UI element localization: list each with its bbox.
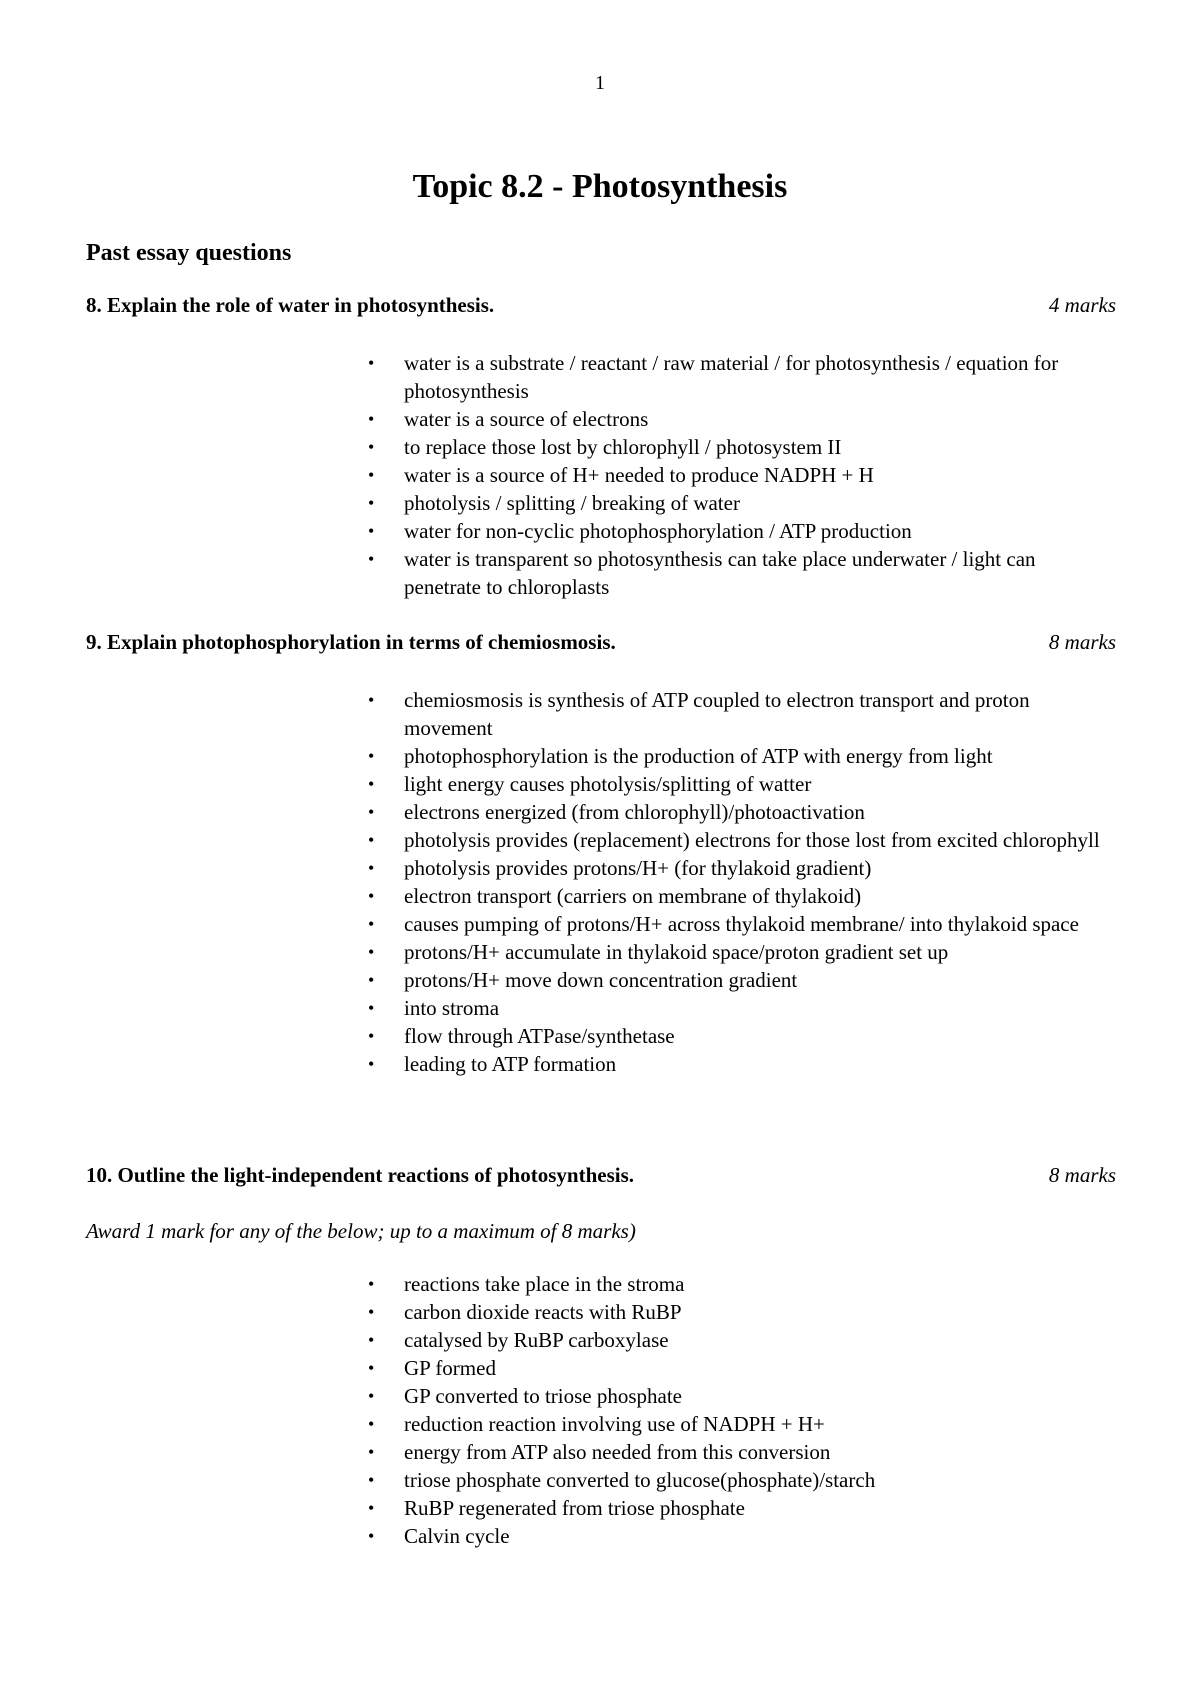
question-text: 8. Explain the role of water in photosynthesis. bbox=[86, 293, 495, 317]
answer-point: • water is a substrate / reactant / raw material / for photosynthesis / equation for photosynthesis bbox=[368, 351, 1059, 403]
bullet-icon: • bbox=[368, 1386, 375, 1406]
answer-point: • electron transport (carriers on membrane of thylakoid) bbox=[368, 884, 862, 908]
answer-point: • flow through ATPase/synthetase bbox=[368, 1024, 675, 1048]
bullet-icon: • bbox=[368, 858, 375, 878]
answer-point: • protons/H+ move down concentration gradient bbox=[368, 968, 798, 992]
answer-point: • reactions take place in the stroma bbox=[368, 1272, 685, 1296]
answer-points-list bbox=[368, 1270, 1108, 1550]
answer-point: • water for non-cyclic photophosphorylation / ATP production bbox=[368, 519, 912, 543]
question-8 bbox=[86, 293, 1116, 601]
bullet-icon: • bbox=[368, 1302, 375, 1322]
answer-point: • electrons energized (from chlorophyll)/photoactivation bbox=[368, 800, 865, 824]
bullet-icon: • bbox=[368, 886, 375, 906]
question-marks: 8 marks bbox=[1048, 630, 1116, 654]
bullet-icon: • bbox=[368, 914, 375, 934]
bullet-icon: • bbox=[368, 942, 375, 962]
question-text: 9. Explain photophosphorylation in terms of chemiosmosis. bbox=[86, 630, 616, 654]
answer-point: • chemiosmosis is synthesis of ATP coupled to electron transport and proton movement bbox=[368, 688, 1030, 740]
bullet-icon: • bbox=[368, 1358, 375, 1378]
answer-point: • water is transparent so photosynthesis can take place underwater / light can penetrate to chloroplasts bbox=[368, 547, 1036, 599]
answer-point: • reduction reaction involving use of NADPH + H+ bbox=[368, 1412, 825, 1436]
question-header bbox=[86, 1163, 1116, 1193]
question-marks: 8 marks bbox=[1048, 1163, 1116, 1187]
answer-point: • GP converted to triose phosphate bbox=[368, 1384, 682, 1408]
answer-points-list bbox=[368, 686, 1108, 1078]
page-title: Topic 8.2 - Photosynthesis bbox=[412, 168, 788, 205]
answer-point: • GP formed bbox=[368, 1356, 496, 1380]
answer-point: • photolysis / splitting / breaking of water bbox=[368, 491, 740, 515]
answer-point: • light energy causes photolysis/splitting of watter bbox=[368, 772, 812, 796]
answer-point: • photolysis provides protons/H+ (for thylakoid gradient) bbox=[368, 856, 872, 880]
bullet-icon: • bbox=[368, 493, 375, 513]
answer-point: • catalysed by RuBP carboxylase bbox=[368, 1328, 669, 1352]
bullet-icon: • bbox=[368, 437, 375, 457]
bullet-icon: • bbox=[368, 802, 375, 822]
answer-point: • causes pumping of protons/H+ across thylakoid membrane/ into thylakoid space bbox=[368, 912, 1079, 936]
bullet-icon: • bbox=[368, 1414, 375, 1434]
section-subtitle: Past essay questions bbox=[86, 240, 292, 266]
answer-point: • water is a source of electrons bbox=[368, 407, 649, 431]
bullet-icon: • bbox=[368, 1054, 375, 1074]
answer-point: • RuBP regenerated from triose phosphate bbox=[368, 1496, 745, 1520]
question-10 bbox=[86, 1163, 1116, 1550]
answer-points-list bbox=[368, 349, 1108, 601]
page-number: 1 bbox=[595, 72, 605, 94]
answer-point: • energy from ATP also needed from this conversion bbox=[368, 1440, 831, 1464]
bullet-icon: • bbox=[368, 998, 375, 1018]
bullet-icon: • bbox=[368, 1498, 375, 1518]
bullet-icon: • bbox=[368, 774, 375, 794]
marking-instruction: Award 1 mark for any of the below; up to a maximum of 8 marks) bbox=[86, 1219, 636, 1243]
answer-point: • water is a source of H+ needed to produce NADPH + H bbox=[368, 463, 874, 487]
bullet-icon: • bbox=[368, 1526, 375, 1546]
bullet-icon: • bbox=[368, 1330, 375, 1350]
answer-point: • triose phosphate converted to glucose(phosphate)/starch bbox=[368, 1468, 876, 1492]
question-marks: 4 marks bbox=[1048, 293, 1116, 317]
bullet-icon: • bbox=[368, 465, 375, 485]
answer-point: • photolysis provides (replacement) electrons for those lost from excited chlorophyll bbox=[368, 828, 1100, 852]
answer-point: • to replace those lost by chlorophyll / photosystem II bbox=[368, 435, 842, 459]
answer-point: • carbon dioxide reacts with RuBP bbox=[368, 1300, 682, 1324]
bullet-icon: • bbox=[368, 746, 375, 766]
answer-point: • leading to ATP formation bbox=[368, 1052, 617, 1076]
bullet-icon: • bbox=[368, 549, 375, 569]
bullet-icon: • bbox=[368, 409, 375, 429]
question-header bbox=[86, 630, 1116, 660]
bullet-icon: • bbox=[368, 1470, 375, 1490]
bullet-icon: • bbox=[368, 521, 375, 541]
bullet-icon: • bbox=[368, 1026, 375, 1046]
bullet-icon: • bbox=[368, 830, 375, 850]
bullet-icon: • bbox=[368, 353, 375, 373]
bullet-icon: • bbox=[368, 1274, 375, 1294]
bullet-icon: • bbox=[368, 1442, 375, 1462]
bullet-icon: • bbox=[368, 690, 375, 710]
question-header bbox=[86, 293, 1116, 323]
bullet-icon: • bbox=[368, 970, 375, 990]
question-text: 10. Outline the light-independent reactions of photosynthesis. bbox=[86, 1163, 634, 1187]
answer-point: • into stroma bbox=[368, 996, 500, 1020]
answer-point: • protons/H+ accumulate in thylakoid space/proton gradient set up bbox=[368, 940, 949, 964]
question-9 bbox=[86, 630, 1116, 1078]
answer-point: • Calvin cycle bbox=[368, 1524, 510, 1548]
answer-point: • photophosphorylation is the production of ATP with energy from light bbox=[368, 744, 993, 768]
